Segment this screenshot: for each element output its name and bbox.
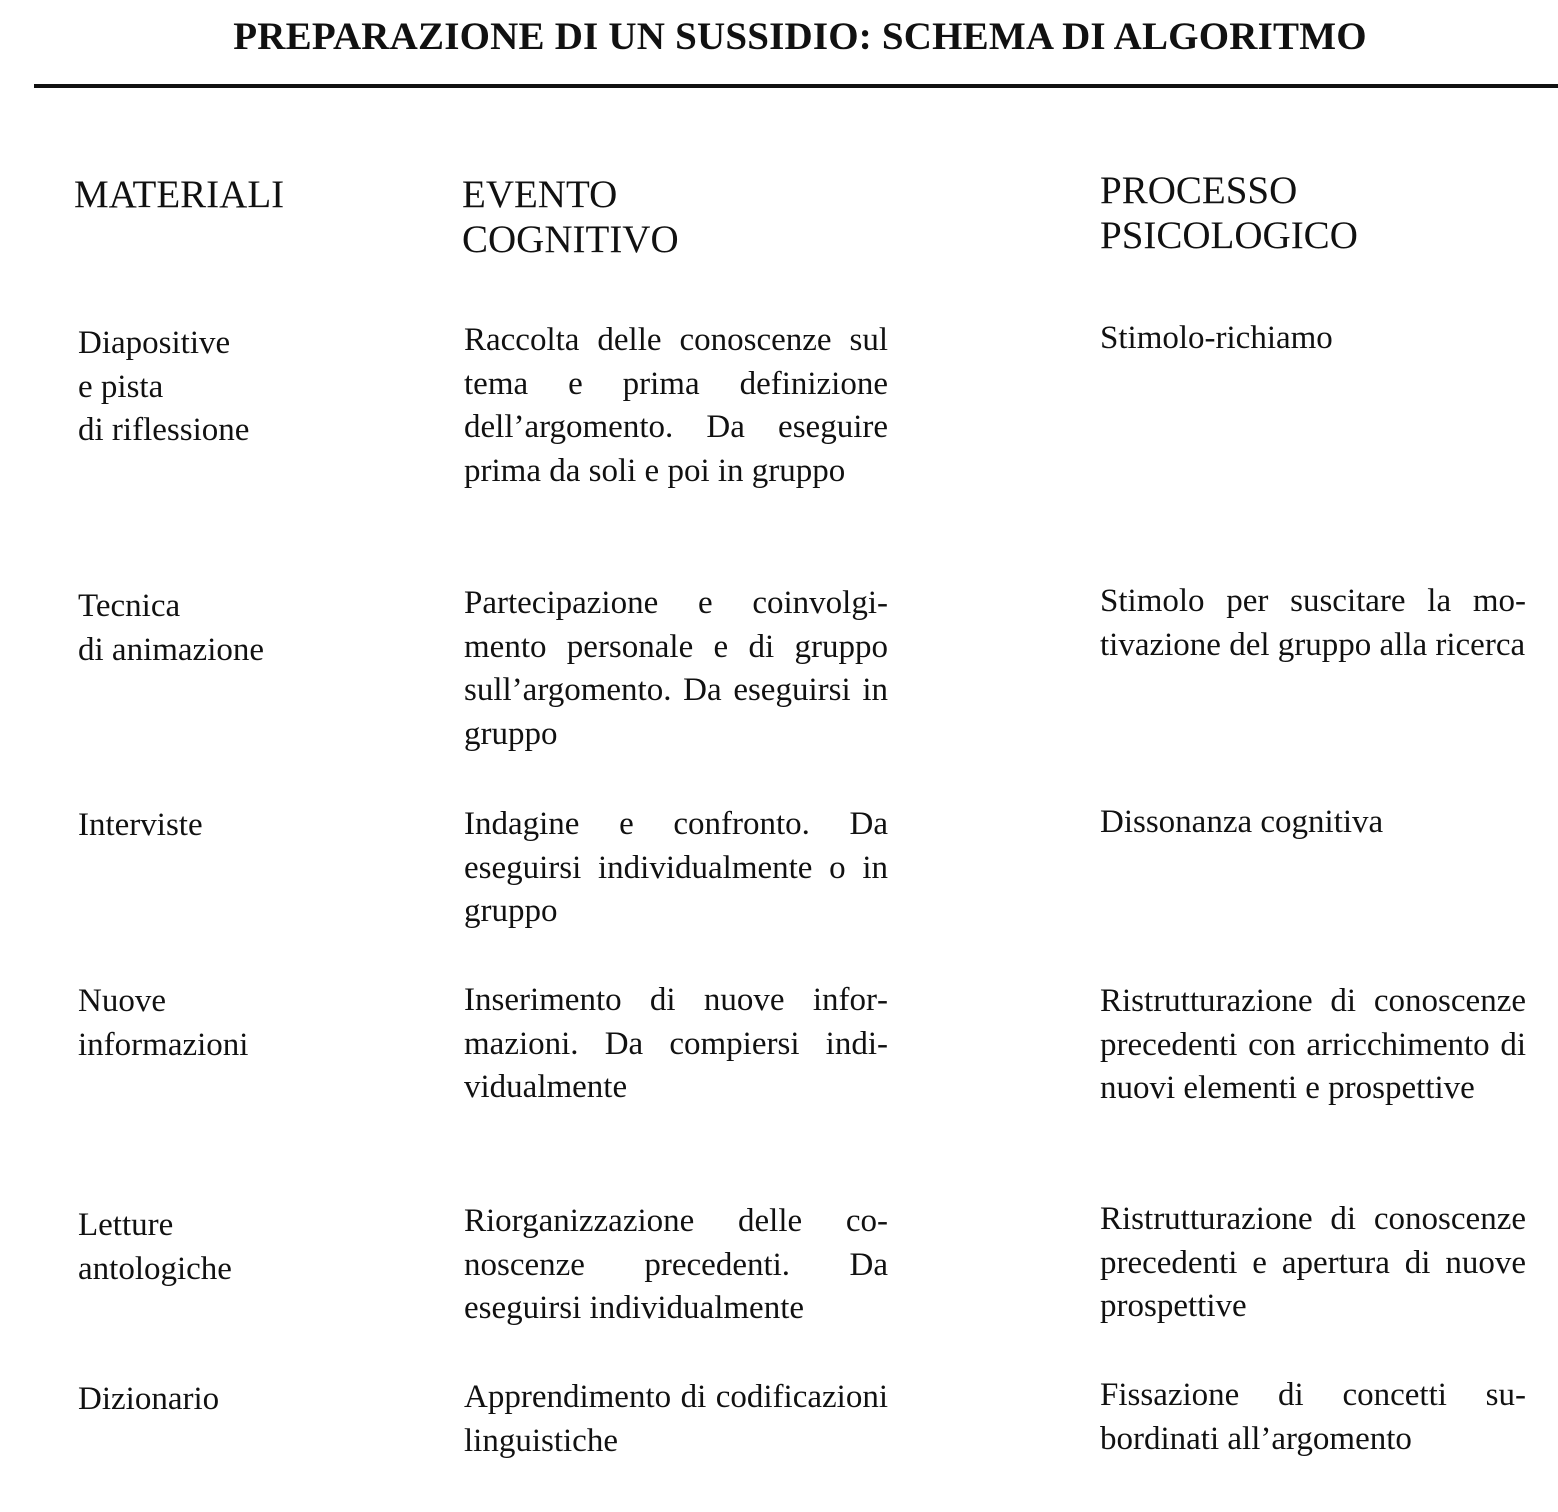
column-header-processo-psicologico: PROCESSO PSICOLOGICO [1100,169,1358,257]
row-2-evento: Partecipazione e coinvolgimento personale e di gruppo sull’argomento. Da eseguirsi in gruppo [464,585,888,752]
page-title: PREPARAZIONE DI UN SUSSIDIO: SCHEMA DI ALGORITMO [233,15,1367,58]
row-6-evento: Apprendimento di codificazioni linguistiche [464,1379,888,1459]
row-3-evento: Indagine e confronto. Da eseguirsi individualmente o in gruppo [464,806,888,929]
row-1-evento: Raccolta delle conoscenze sul tema e prima definizione dell’argomento. Da eseguire prima da soli e poi in gruppo [464,322,888,489]
row-5-materiali: Letture antologiche [78,1207,232,1287]
row-1-materiali: Diapositive e pista di riflessione [78,325,250,448]
row-1-processo: Stimolo-richiamo [1100,320,1333,356]
row-2-processo: Stimolo per suscitare la motivazione del gruppo alla ricerca [1100,583,1526,663]
row-3-processo: Dissonanza cognitiva [1100,804,1384,840]
row-4-materiali: Nuove informazioni [78,983,249,1063]
row-4-evento: Inserimento di nuove informazioni. Da compiersi individualmente [464,982,888,1105]
row-2-materiali: Tecnica di animazione [78,588,265,668]
row-4-processo: Ristrutturazione di conoscenze precedenti con arricchimento di nuovi elementi e prospettive [1100,983,1526,1106]
row-5-evento: Riorganizzazione delle conoscenze precedenti. Da eseguirsi individualmente [464,1203,888,1326]
row-3-materiali: Interviste [78,807,203,843]
row-6-materiali: Dizionario [78,1381,220,1417]
row-5-processo: Ristrutturazione di conoscenze precedenti e apertura di nuove prospettive [1100,1201,1526,1324]
column-header-evento-cognitivo: EVENTO COGNITIVO [462,173,679,261]
row-6-processo: Fissazione di concetti subordinati all’argomento [1100,1377,1526,1457]
column-header-materiali: MATERIALI [74,173,285,216]
title-rule [34,84,1558,88]
